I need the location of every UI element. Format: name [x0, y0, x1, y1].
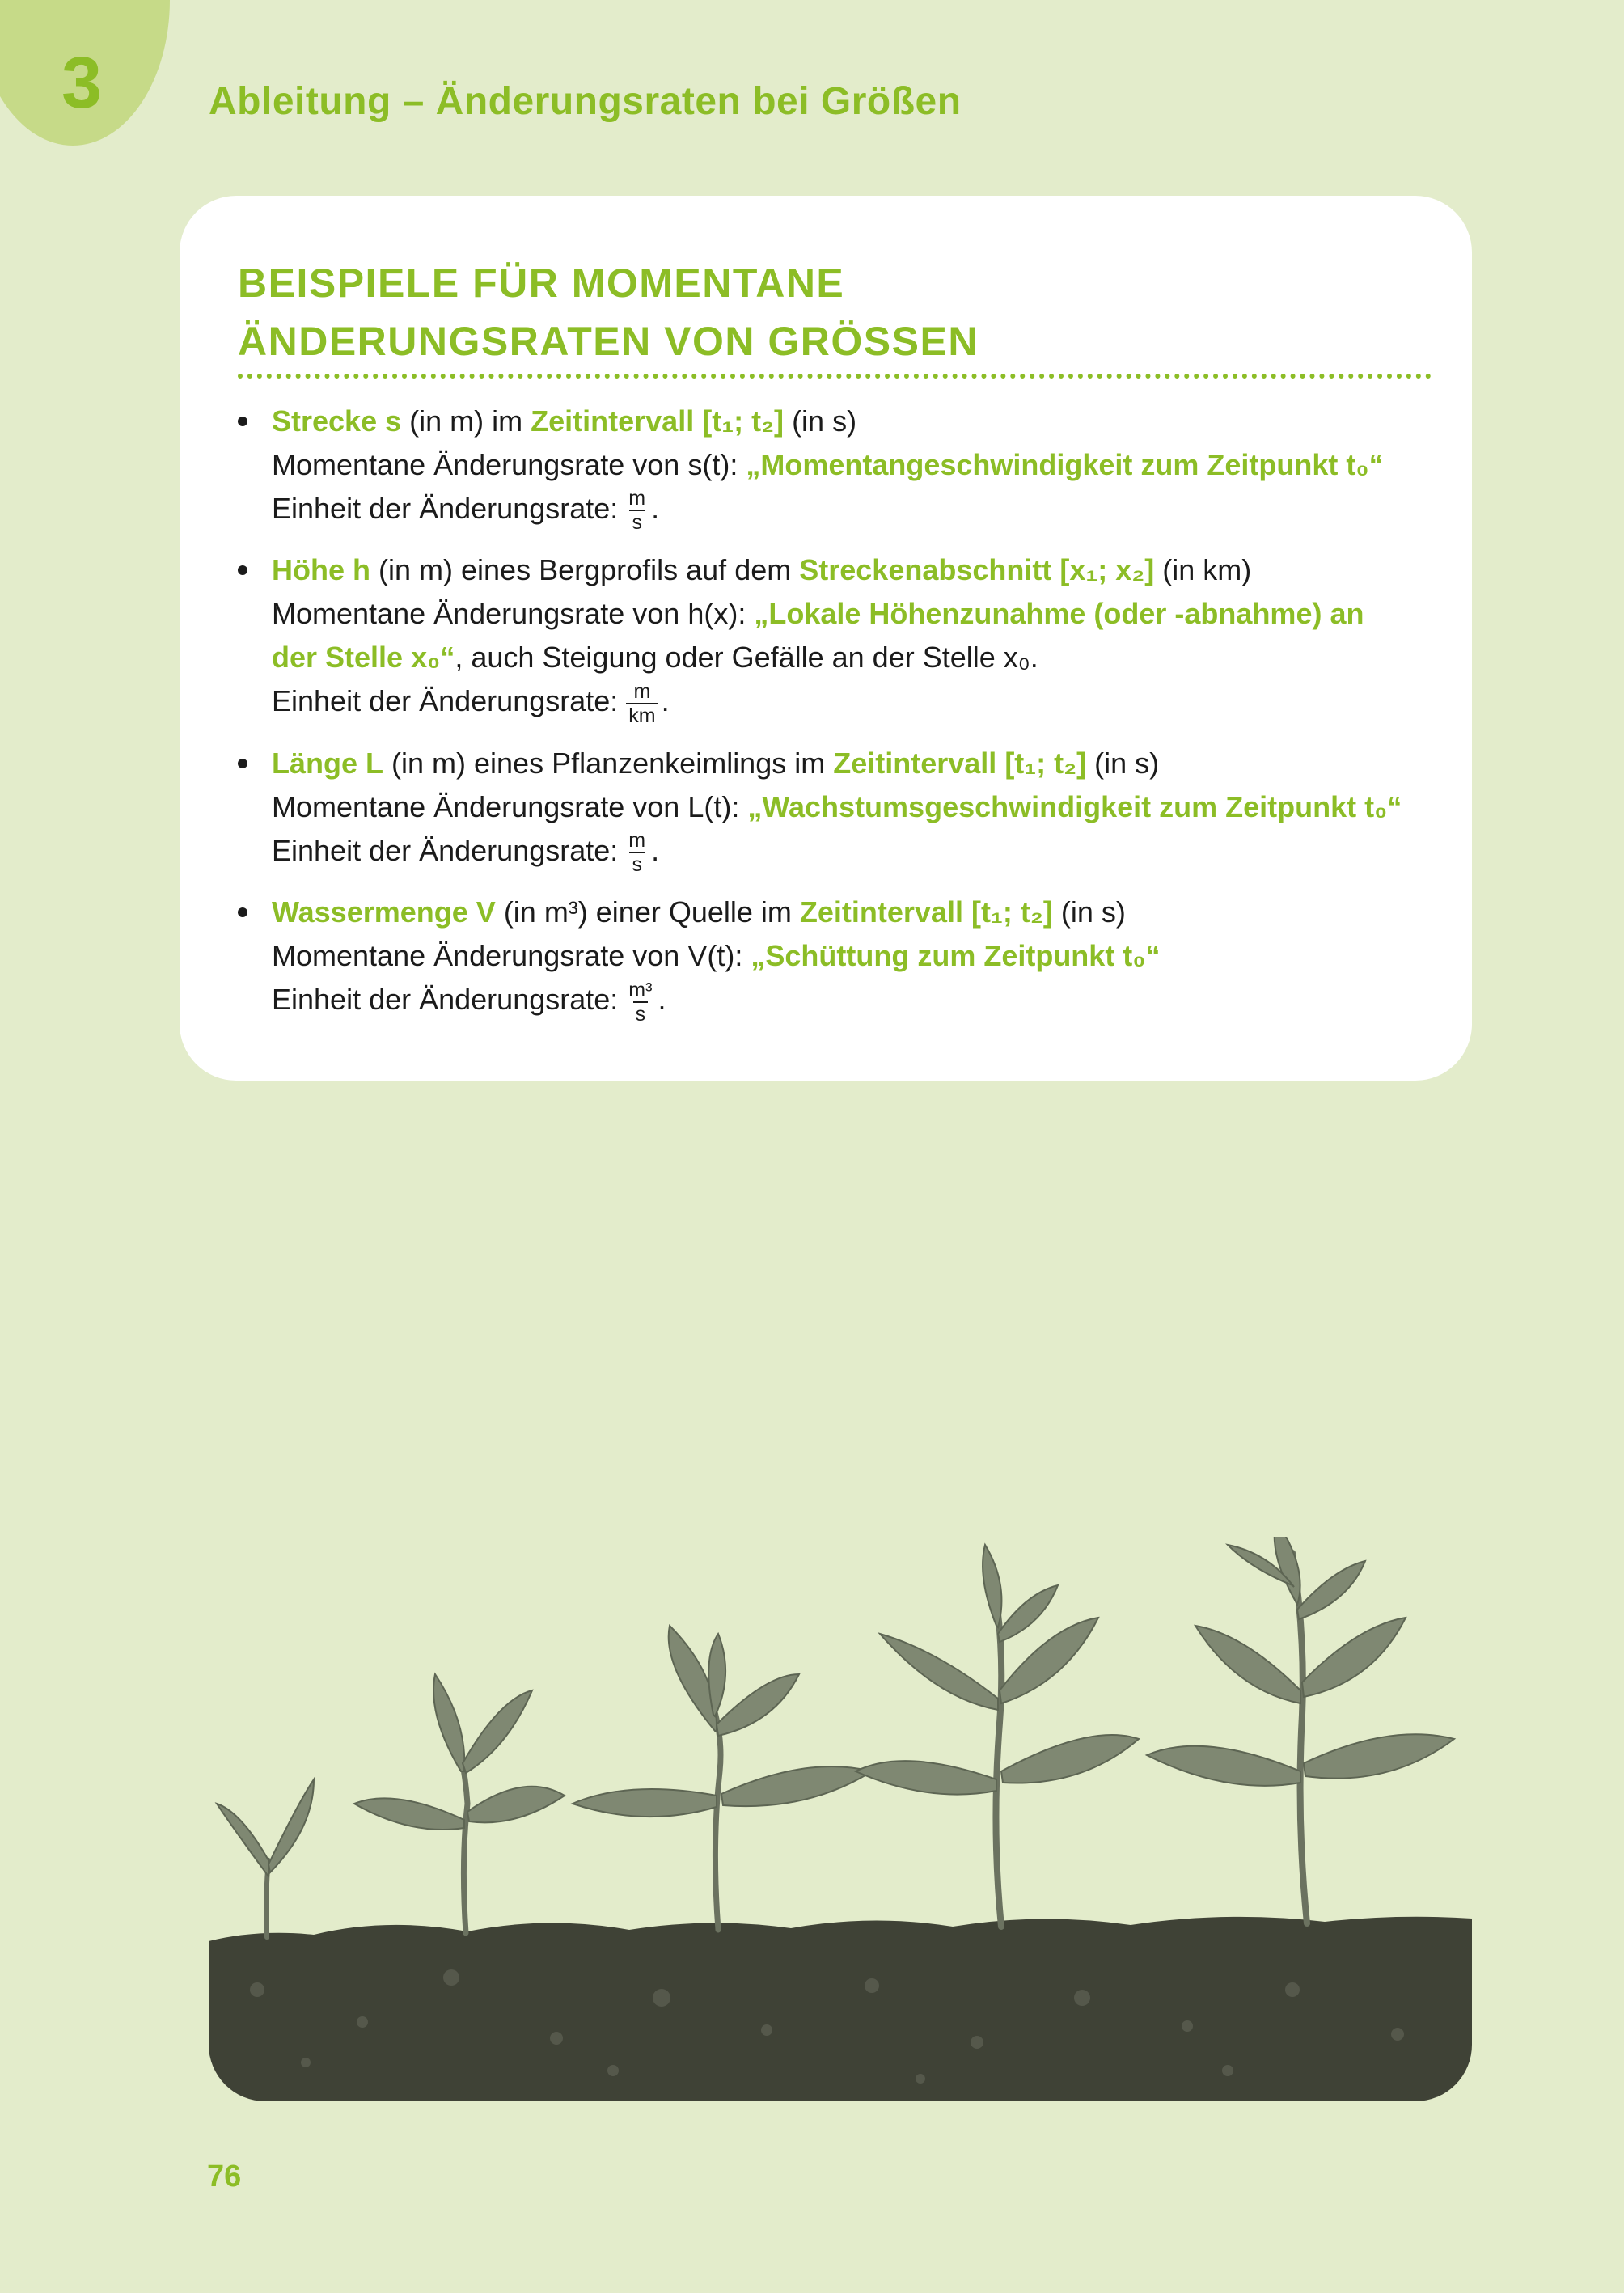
- rate-name: „Lokale Höhenzunahme (oder -abnahme) an: [754, 597, 1364, 631]
- item-rate: Momentane Änderungsrate von s(t): „Momentangeschwindigkeit zum Zeitpunkt t₀“: [272, 448, 1384, 481]
- item-rate: Momentane Änderungsrate von V(t): „Schüttung zum Zeitpunkt t₀“: [272, 939, 1161, 973]
- item-unit: Einheit der Änderungsrate: $\frac{m}{km}$ .: [272, 679, 670, 727]
- list-item: [238, 891, 1451, 1025]
- box-title-line-1: BEISPIELE FÜR MOMENTANE: [238, 260, 845, 306]
- interval-term: Streckenabschnitt: [799, 553, 1052, 587]
- quantity-term: Höhe h: [272, 553, 370, 587]
- dotted-divider: [238, 374, 1432, 379]
- example-list: [238, 400, 1451, 1040]
- quantity-term: Länge L: [272, 746, 384, 780]
- item-unit: Einheit der Änderungsrate: $\frac{m}{s}$ .: [272, 487, 660, 535]
- bullet-icon: [238, 417, 247, 426]
- item-rate: Momentane Änderungsrate von h(x): „Lokale Höhenzunahme (oder -abnahme) an: [272, 597, 1364, 631]
- box-title: [238, 254, 979, 370]
- item-rate: Momentane Änderungsrate von L(t): „Wachstumsgeschwindigkeit zum Zeitpunkt t₀“: [272, 789, 1402, 823]
- list-item: [238, 400, 1451, 534]
- interval-notation: [t₁; t₂]: [1004, 746, 1087, 780]
- interval-notation: [x₁; x₂]: [1059, 553, 1155, 587]
- rate-name: „Wachstumsgeschwindigkeit zum Zeitpunkt t₀“: [747, 789, 1402, 823]
- interval-term: Zeitintervall: [833, 746, 997, 780]
- item-unit: Einheit der Änderungsrate: $\frac{m}{s}$ .: [272, 829, 660, 877]
- rate-name: „Momentangeschwindigkeit zum Zeitpunkt t₀“: [746, 448, 1384, 481]
- quantity-term: Wassermenge V: [272, 895, 496, 929]
- unit-fraction: $\frac{\text{m³}}{s}$: [628, 978, 653, 1026]
- bullet-icon: [238, 565, 247, 575]
- info-box: [180, 196, 1472, 1081]
- bullet-icon: [238, 759, 247, 768]
- unit-fraction: $\frac{m}{km}$: [626, 680, 658, 727]
- unit-fraction: $\frac{m}{s}$: [628, 829, 646, 877]
- chapter-title: Ableitung – Änderungsraten bei Größen: [209, 80, 962, 123]
- rate-name-continued: der Stelle x₀“: [272, 641, 455, 675]
- list-item: [238, 742, 1451, 876]
- interval-notation: [t₁; t₂]: [702, 404, 785, 438]
- seedlings-growth-icon: [209, 1537, 1472, 2101]
- quantity-term: Strecke s: [272, 404, 402, 438]
- rate-name: „Schüttung zum Zeitpunkt t₀“: [751, 939, 1161, 973]
- seedlings-image: [209, 1537, 1472, 2101]
- item-definition: Wassermenge V (in m³) einer Quelle im Zeitintervall [t₁; t₂] (in s): [272, 895, 1126, 929]
- item-definition: Länge L (in m) eines Pflanzenkeimlings im Zeitintervall [t₁; t₂] (in s): [272, 746, 1160, 780]
- interval-term: Zeitintervall: [799, 895, 963, 929]
- page-number: 76: [207, 2160, 242, 2194]
- list-item: [238, 548, 1451, 726]
- item-unit: Einheit der Änderungsrate: $\frac{\text{m³}}{s}$ .: [272, 978, 666, 1026]
- bullet-icon: [238, 907, 247, 917]
- chapter-number: 3: [61, 43, 103, 124]
- unit-fraction: $\frac{m}{s}$: [628, 487, 646, 535]
- item-rate-continued: der Stelle x₀“, auch Steigung oder Gefälle an der Stelle x₀.: [272, 641, 1038, 675]
- interval-term: Zeitintervall: [531, 404, 695, 438]
- item-definition: Strecke s (in m) im Zeitintervall [t₁; t₂] (in s): [272, 404, 857, 438]
- item-definition: Höhe h (in m) eines Bergprofils auf dem Streckenabschnitt [x₁; x₂] (in km): [272, 553, 1252, 587]
- interval-notation: [t₁; t₂]: [971, 895, 1053, 929]
- box-title-line-2: ÄNDERUNGSRATEN VON GRÖSSEN: [238, 319, 979, 364]
